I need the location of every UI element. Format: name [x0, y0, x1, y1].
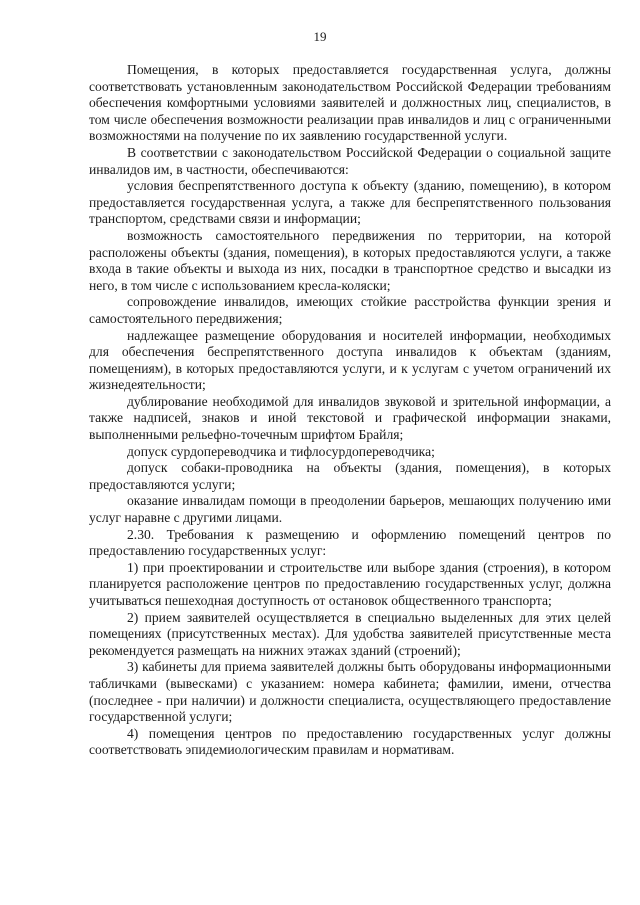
paragraph-equipment-placement: надлежащее размещение оборудования и носителей информации, необходимых для обеспечения беспрепятственного доступа инвалидов к объектам (зданиям, помещениям), в которых предоставляются услуги, и к услугам с учетом ограничений их жизнедеятельности; — [89, 327, 611, 393]
paragraph-item-1: 1) при проектировании и строительстве или выборе здания (строения), в котором планируется расположение центров по предоставлению государственных услуг, должна учитываться пешеходная доступность от остановок общественного транспорта; — [89, 559, 611, 608]
paragraph-access-conditions: условия беспрепятственного доступа к объекту (зданию, помещению), в котором предоставляется государственная услуга, а также для беспрепятственного пользования транспортом, средствами связи и информации; — [89, 178, 611, 227]
paragraph-interpreter-access: допуск сурдопереводчика и тифлосурдопереводчика; — [127, 443, 435, 459]
paragraph-barrier-assistance: оказание инвалидам помощи в преодолении барьеров, мешающих получению ими услуг наравне с другими лицами. — [89, 493, 611, 526]
paragraph-premises-requirements: Помещения, в которых предоставляется государственная услуга, должны соответствовать установленным законодательством Российской Федерации требованиям обеспечения комфортными условиями заявителей и должностных лиц, специалистов, в том числе обеспечения возможности реализации прав инвалидов и лиц с ограниченными возможностями на получение по их заявлению государственной услуги. — [89, 62, 611, 144]
paragraph-independent-movement: возможность самостоятельного передвижения по территории, на которой расположены объекты (здания, помещения), в которых предоставляются услуги, а также входа в такие объекты и выхода из них, посадки в транспортное средство и высадки из него, в том числе с использованием кресла-коляски; — [89, 227, 611, 293]
paragraph-item-3: 3) кабинеты для приема заявителей должны быть оборудованы информационными табличками (вывесками) с указанием: номера кабинета; фамилии, имени, отчества (последнее - при наличии) и должности специалиста, осуществляющего предоставление государственной услуги; — [89, 659, 611, 725]
paragraph-section-2-30: 2.30. Требования к размещению и оформлению помещений центров по предоставлению государственных услуг: — [89, 526, 611, 559]
paragraph-item-4: 4) помещения центров по предоставлению государственных услуг должны соответствовать эпидемиологическим правилам и нормативам. — [89, 725, 611, 758]
paragraph-guide-dog-access: допуск собаки-проводника на объекты (здания, помещения), в которых предоставляются услуги; — [89, 460, 611, 492]
paragraph-item-2: 2) прием заявителей осуществляется в специально выделенных для этих целей помещениях (присутственных местах). Для удобства заявителей присутственные места рекомендуется размещать на нижних этажах зданий (строений); — [89, 609, 611, 658]
page-number: 19 — [313, 29, 327, 44]
paragraph-disabled-protection: В соответствии с законодательством Российской Федерации о социальной защите инвалидов им, в частности, обеспечиваются: — [89, 144, 611, 177]
paragraph-braille-duplication: дублирование необходимой для инвалидов звуковой и зрительной информации, а также надписей, знаков и иной текстовой и графической информации знаками, выполненными рельефно-точечным шрифтом Брайля; — [89, 393, 611, 443]
paragraph-escort: сопровождение инвалидов, имеющих стойкие расстройства функции зрения и самостоятельного передвижения; — [89, 294, 611, 326]
page-body — [89, 62, 611, 759]
